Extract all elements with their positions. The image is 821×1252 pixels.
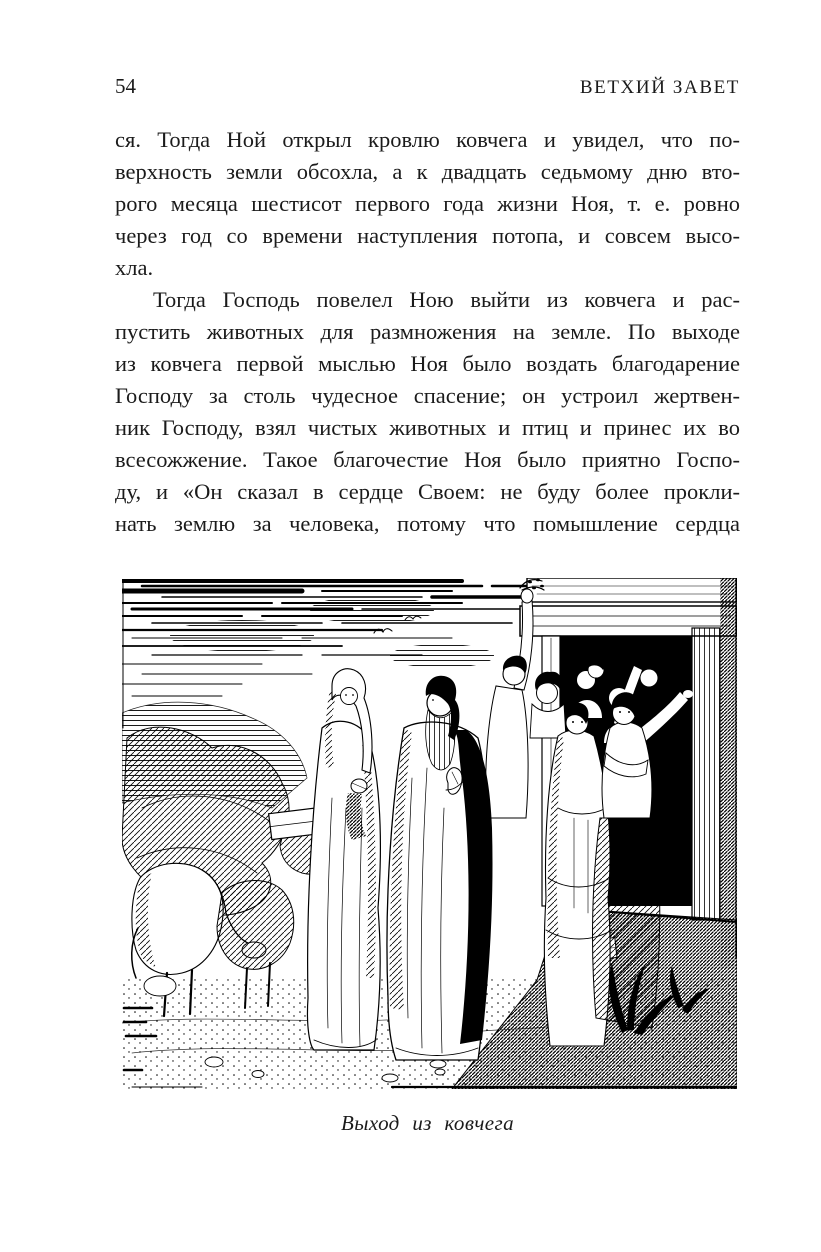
foot <box>430 1060 446 1068</box>
text-line: Тогда Господь повелел Ною выйти из ковчега и рас- <box>153 287 740 312</box>
ark-door-jamb <box>692 628 720 920</box>
engraving-illustration <box>122 578 737 1089</box>
text-line: ду, и «Он сказал в сердце Своем: не буду более прокли- <box>115 479 740 504</box>
sheep <box>144 976 176 996</box>
figure-caption: Выход из ковчега <box>341 1111 514 1135</box>
text-line: верхность земли обсохла, а к двадцать седьмому дню вто- <box>115 159 740 184</box>
page-header <box>115 74 740 99</box>
running-title: ВЕТХИЙ ЗАВЕТ <box>579 77 740 98</box>
figure <box>122 578 737 1089</box>
text-line: Господу за столь чудесное спасение; он устроил жертвен- <box>115 383 740 408</box>
page-number: 54 <box>115 74 136 98</box>
text-line: всесожжение. Такое благочестие Ноя было приятно Госпо- <box>115 447 740 472</box>
horse <box>217 881 294 970</box>
text-line: из ковчега первой мыслью Ноя было воздать благодарение <box>115 351 740 376</box>
text-line: рого месяца шестисот первого года жизни Ноя, т. е. ровно <box>115 191 740 216</box>
text-line: нать землю за человека, потому что помышление сердца <box>115 511 740 536</box>
text-line: ся. Тогда Ной открыл кровлю ковчега и увидел, что по- <box>115 127 740 152</box>
text-line: через год со времени наступления потопа, и совсем высо- <box>115 223 740 248</box>
text-line: пустить животных для размножения на земле. По выходе <box>115 319 740 344</box>
text-line: ник Господу, взял чистых животных и птиц и принес их во <box>115 415 740 440</box>
text-line: хла. <box>115 255 154 280</box>
body-text <box>115 124 740 540</box>
